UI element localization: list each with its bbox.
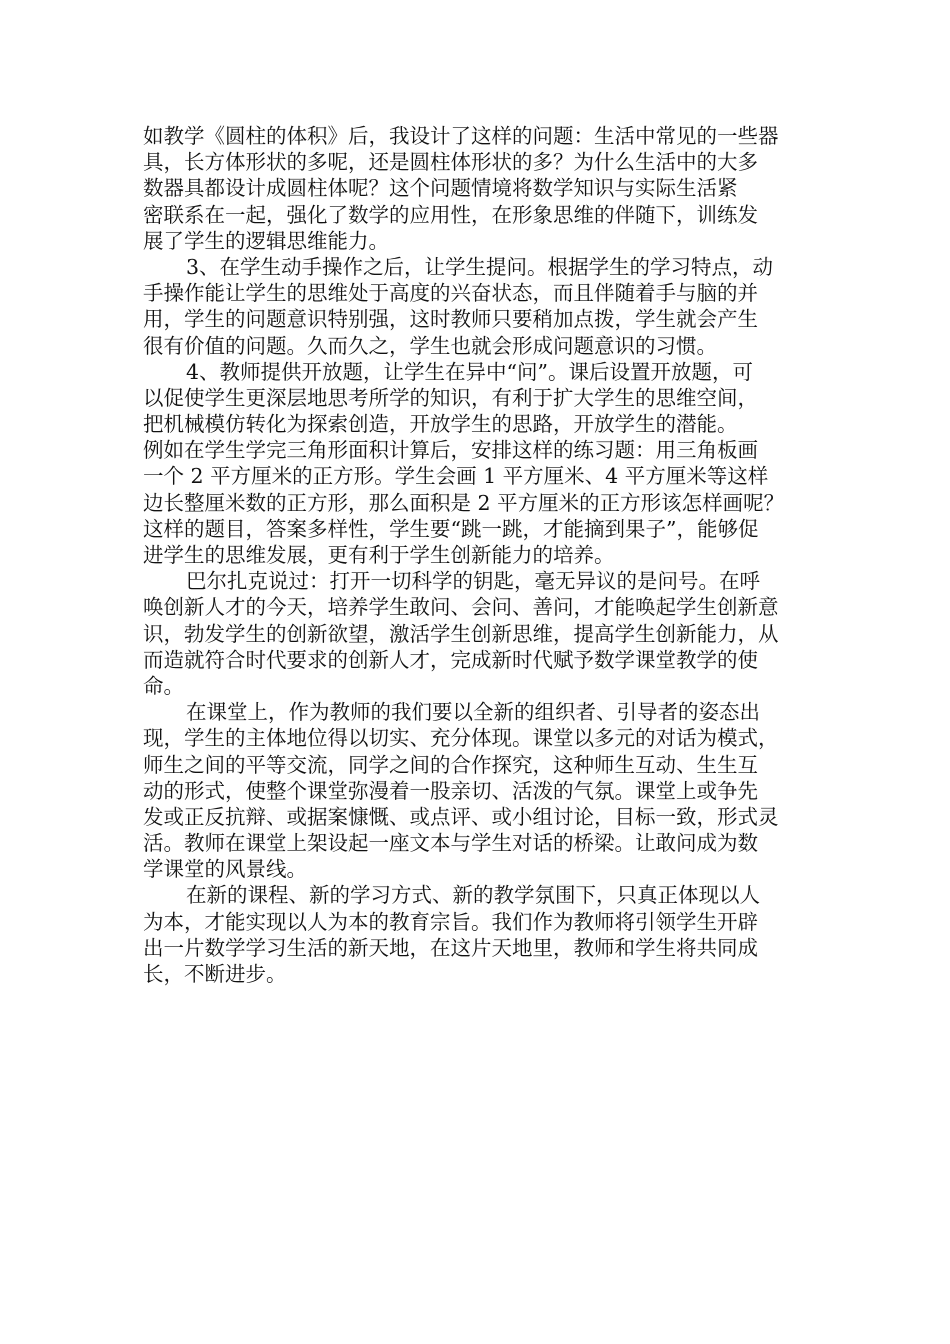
text-line: 唤创新人才的今天，培养学生敢问、会问、善问，才能唤起学生创新意 <box>143 595 779 620</box>
text-line: 这样的题目，答案多样性，学生要“跳一跳，才能摘到果子”，能够促 <box>143 516 759 541</box>
text-line: 展了学生的逻辑思维能力。 <box>143 228 389 253</box>
text-line: 命。 <box>143 673 184 698</box>
text-line: 出一片数学学习生活的新天地，在这片天地里，教师和学生将共同成 <box>143 935 758 960</box>
text-line: 在课堂上，作为教师的我们要以全新的组织者、引导者的姿态出 <box>186 700 760 725</box>
text-line: 4、教师提供开放题，让学生在异中“问”。课后设置开放题，可 <box>186 359 754 384</box>
text-line: 动的形式，使整个课堂弥漫着一股亲切、活泼的气氛。课堂上或争先 <box>143 778 758 803</box>
text-line: 3、在学生动手操作之后，让学生提问。根据学生的学习特点，动 <box>186 254 774 279</box>
text-line: 师生之间的平等交流，同学之间的合作探究，这种师生互动、生生互 <box>143 752 758 777</box>
text-line: 巴尔扎克说过：打开一切科学的钥匙，毫无异议的是问号。在呼 <box>186 569 760 594</box>
text-line: 以促使学生更深层地思考所学的知识，有利于扩大学生的思维空间， <box>143 385 758 410</box>
text-line: 识，勃发学生的创新欲望，激活学生创新思维，提高学生创新能力，从 <box>143 621 779 646</box>
text-line: 手操作能让学生的思维处于高度的兴奋状态，而且伴随着手与脑的并 <box>143 281 758 306</box>
text-line: 边长整厘米数的正方形，那么面积是 2 平方厘米的正方形该怎样画呢？ <box>143 490 785 515</box>
text-line: 学课堂的风景线。 <box>143 857 307 882</box>
text-line: 数器具都设计成圆柱体呢？这个问题情境将数学知识与实际生活紧 <box>143 176 738 201</box>
text-line: 密联系在一起，强化了数学的应用性，在形象思维的伴随下，训练发 <box>143 202 758 227</box>
text-line: 例如在学生学完三角形面积计算后，安排这样的练习题：用三角板画 <box>143 438 758 463</box>
text-line: 活。教师在课堂上架设起一座文本与学生对话的桥梁。让敢问成为数 <box>143 831 758 856</box>
text-line: 用，学生的问题意识特别强，这时教师只要稍加点拨，学生就会产生 <box>143 307 758 332</box>
text-line: 很有价值的问题。久而久之，学生也就会形成问题意识的习惯。 <box>143 333 717 358</box>
text-line: 长，不断进步。 <box>143 962 287 986</box>
document-body <box>143 123 811 987</box>
text-line: 而造就符合时代要求的创新人才，完成新时代赋予数学课堂教学的使 <box>143 647 758 672</box>
text-line: 进学生的思维发展，更有利于学生创新能力的培养。 <box>143 543 615 567</box>
text-line: 如教学《圆柱的体积》后，我设计了这样的问题：生活中常见的一些器 <box>143 124 779 148</box>
text-line: 把机械模仿转化为探索创造，开放学生的思路，开放学生的潜能。 <box>143 412 738 437</box>
text-line: 现，学生的主体地位得以切实、充分体现。课堂以多元的对话为模式， <box>143 726 779 751</box>
text-line: 具，长方体形状的多呢，还是圆柱体形状的多？为什么生活中的大多 <box>143 150 758 175</box>
text-line: 一个 2 平方厘米的正方形。学生会画 1 平方厘米、4 平方厘米等这样 <box>143 464 769 489</box>
text-line: 发或正反抗辩、或据案慷慨、或点评、或小组讨论，目标一致，形式灵 <box>143 804 779 829</box>
text-line: 在新的课程、新的学习方式、新的教学氛围下，只真正体现以人 <box>186 883 760 908</box>
text-line: 为本，才能实现以人为本的教育宗旨。我们作为教师将引领学生开辟 <box>143 909 758 934</box>
